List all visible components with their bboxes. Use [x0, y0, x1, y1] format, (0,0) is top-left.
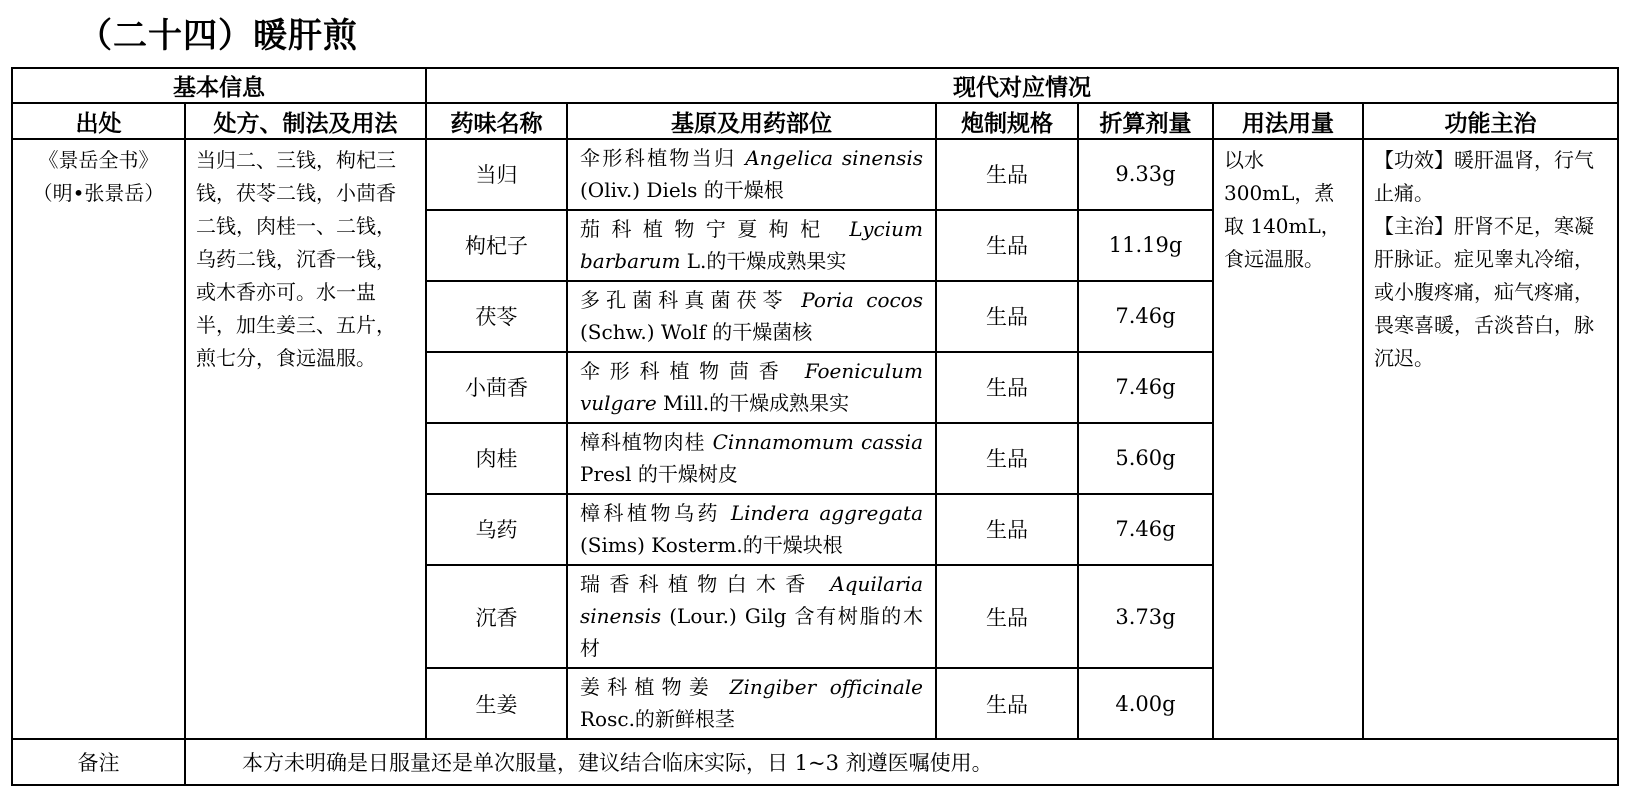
herb-base: 多孔菌科真菌茯苓 Poria cocos (Schw.) Wolf 的干燥菌核: [567, 281, 936, 352]
herb-dose: 3.73g: [1078, 565, 1213, 668]
herb-name: 乌药: [426, 494, 567, 565]
herb-name: 当归: [426, 139, 567, 210]
function-text: [1363, 139, 1618, 739]
source-author: （明•张景岳）: [32, 180, 165, 205]
header-dose: 折算剂量: [1078, 103, 1213, 138]
herb-name: 肉桂: [426, 423, 567, 494]
herb-processing: 生品: [936, 139, 1078, 210]
herb-dose: 7.46g: [1078, 352, 1213, 423]
herb-processing: 生品: [936, 281, 1078, 352]
source-book: 《景岳全书》: [38, 147, 159, 172]
herb-processing: 生品: [936, 668, 1078, 739]
header-source: 出处: [12, 103, 185, 138]
herb-processing: 生品: [936, 565, 1078, 668]
herb-processing: 生品: [936, 494, 1078, 565]
herb-processing: 生品: [936, 352, 1078, 423]
header-prescription: 处方、制法及用法: [185, 103, 426, 138]
herb-base: 茄科植物宁夏枸杞 Lycium barbarum L.的干燥成熟果实: [567, 210, 936, 281]
remark-label: 备注: [12, 739, 185, 785]
usage-text: 以水 300mL，煮取 140mL，食远温服。: [1213, 139, 1363, 739]
prescription-text: 当归二、三钱，枸杞三钱，茯苓二钱，小茴香二钱，肉桂一、二钱，乌药二钱，沉香一钱，或木香亦可。水一盅半，加生姜三、五片，煎七分，食远温服。: [185, 139, 426, 739]
prescription-table: [11, 67, 1619, 786]
herb-base: 樟科植物乌药 Lindera aggregata (Sims) Kosterm.的干燥块根: [567, 494, 936, 565]
remark-text: 本方未明确是日服量还是单次服量，建议结合临床实际，日 1~3 剂遵医嘱使用。: [185, 739, 1618, 785]
herb-base: 伞形科植物茴香 Foeniculum vulgare Mill.的干燥成熟果实: [567, 352, 936, 423]
herb-dose: 7.46g: [1078, 494, 1213, 565]
herb-dose: 7.46g: [1078, 281, 1213, 352]
herb-base: 瑞香科植物白木香 Aquilaria sinensis (Lour.) Gilg 含有树脂的木材: [567, 565, 936, 668]
header-processing: 炮制规格: [936, 103, 1078, 138]
herb-name: 沉香: [426, 565, 567, 668]
source-cell: [12, 139, 185, 739]
herb-dose: 4.00g: [1078, 668, 1213, 739]
function-efficacy: 【功效】暖肝温肾，行气止痛。: [1374, 147, 1594, 205]
header-herb-name: 药味名称: [426, 103, 567, 138]
herb-base: 姜科植物姜 Zingiber officinale Rosc.的新鲜根茎: [567, 668, 936, 739]
herb-dose: 9.33g: [1078, 139, 1213, 210]
header-base-part: 基原及用药部位: [567, 103, 936, 138]
function-indication: 【主治】肝肾不足，寒凝肝脉证。症见睾丸冷缩，或小腹疼痛，疝气疼痛，畏寒喜暖，舌淡苔白，脉沉迟。: [1374, 213, 1594, 370]
page-title: （二十四）暖肝煎: [78, 16, 358, 56]
header-usage: 用法用量: [1213, 103, 1363, 138]
herb-name: 茯苓: [426, 281, 567, 352]
herb-name: 生姜: [426, 668, 567, 739]
herb-dose: 11.19g: [1078, 210, 1213, 281]
herb-dose: 5.60g: [1078, 423, 1213, 494]
herb-base: 樟科植物肉桂 Cinnamomum cassia Presl 的干燥树皮: [567, 423, 936, 494]
herb-processing: 生品: [936, 210, 1078, 281]
herb-name: 小茴香: [426, 352, 567, 423]
header-function: 功能主治: [1363, 103, 1618, 138]
herb-processing: 生品: [936, 423, 1078, 494]
herb-name: 枸杞子: [426, 210, 567, 281]
header-basic-info: 基本信息: [12, 68, 426, 103]
header-modern: 现代对应情况: [426, 68, 1618, 103]
herb-base: 伞形科植物当归 Angelica sinensis (Oliv.) Diels 的干燥根: [567, 139, 936, 210]
